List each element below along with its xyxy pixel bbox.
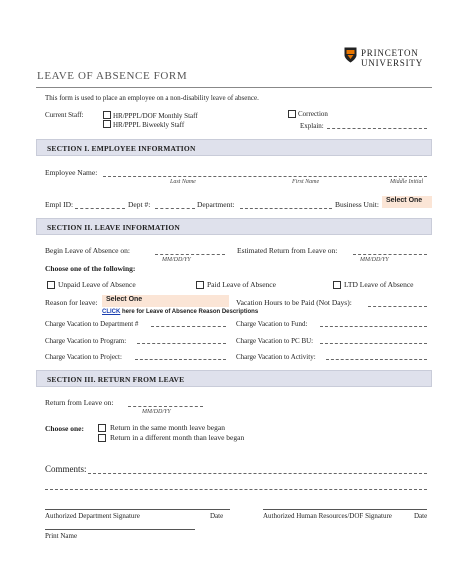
biweekly-staff-label: HR/PPPL Biweekly Staff — [113, 121, 185, 129]
empl-id-field[interactable] — [75, 208, 125, 209]
return-from-leave-label: Return from Leave on: — [45, 398, 114, 407]
different-month-checkbox[interactable] — [98, 434, 106, 442]
same-month-checkbox[interactable] — [98, 424, 106, 432]
middle-initial-caption: Middle Initial — [390, 179, 424, 185]
begin-leave-field[interactable] — [155, 254, 225, 255]
begin-leave-label: Begin Leave of Absence on: — [45, 246, 130, 255]
department-field[interactable] — [240, 208, 332, 209]
charge-fund-label: Charge Vacation to Fund: — [236, 320, 308, 328]
hr-signature-line[interactable] — [263, 509, 427, 510]
unpaid-leave-checkbox[interactable] — [47, 281, 55, 289]
title-rule — [36, 87, 432, 88]
empl-id-label: Empl ID: — [45, 200, 74, 209]
ltd-leave-label: LTD Leave of Absence — [344, 280, 414, 289]
princeton-shield-icon — [344, 47, 357, 63]
comments-field-2[interactable] — [45, 489, 427, 490]
charge-pc-bu-label: Charge Vacation to PC BU: — [236, 337, 314, 345]
current-staff-label: Current Staff: — [45, 111, 84, 119]
return-from-leave-field[interactable] — [128, 406, 203, 407]
ltd-leave-checkbox[interactable] — [333, 281, 341, 289]
monthly-staff-label: HR/PPPL/DOF Monthly Staff — [113, 112, 198, 120]
business-unit-select[interactable]: Select One — [382, 196, 432, 208]
begin-date-format: MM/DD/YY — [162, 257, 191, 263]
charge-dept-field[interactable] — [151, 326, 226, 327]
charge-activity-label: Charge Vacation to Activity: — [236, 353, 316, 361]
dept-signature-label: Authorized Department Signature — [45, 512, 140, 520]
org-name-line2: UNIVERSITY — [361, 58, 423, 68]
print-name-label: Print Name — [45, 532, 78, 540]
charge-dept-label: Charge Vacation to Department # — [45, 320, 139, 328]
date-label-1: Date — [210, 512, 224, 520]
comments-label: Comments: — [45, 464, 87, 474]
charge-project-field[interactable] — [135, 359, 226, 360]
employee-name-field[interactable] — [103, 176, 427, 177]
reason-label: Reason for leave: — [45, 298, 98, 307]
return-date-format-3: MM/DD/YY — [142, 409, 171, 415]
reason-descriptions-link[interactable] — [102, 309, 258, 315]
charge-program-label: Charge Vacation to Program: — [45, 337, 127, 345]
org-name-line1: PRINCETON — [361, 48, 419, 58]
same-month-label: Return in the same month leave began — [110, 423, 225, 432]
return-date-format: MM/DD/YY — [360, 257, 389, 263]
unpaid-leave-label: Unpaid Leave of Absence — [58, 280, 136, 289]
estimated-return-label: Estimated Return from Leave on: — [237, 246, 338, 255]
correction-label: Correction — [298, 110, 328, 118]
biweekly-staff-checkbox[interactable] — [103, 120, 111, 128]
paid-leave-label: Paid Leave of Absence — [207, 280, 276, 289]
click-link[interactable]: CLICK — [102, 309, 121, 315]
section-2-header: SECTION II. LEAVE INFORMATION — [36, 218, 432, 235]
choose-one-label: Choose one: — [45, 424, 84, 433]
paid-leave-checkbox[interactable] — [196, 281, 204, 289]
vacation-hours-field[interactable] — [368, 306, 427, 307]
date-label-2: Date — [414, 512, 428, 520]
charge-project-label: Charge Vacation to Project: — [45, 353, 122, 361]
last-name-caption: Last Name — [170, 179, 196, 185]
vacation-hours-label: Vacation Hours to be Paid (Not Days): — [236, 298, 352, 307]
hr-signature-label: Authorized Human Resources/DOF Signature — [263, 512, 392, 520]
charge-activity-field[interactable] — [326, 359, 427, 360]
department-label: Department: — [197, 200, 235, 209]
click-link-rest: here for Leave of Absence Reason Descriptions — [122, 309, 259, 315]
first-name-caption: First Name — [292, 179, 320, 185]
section-1-header: SECTION I. EMPLOYEE INFORMATION — [36, 139, 432, 156]
intro-text: This form is used to place an employee on a non-disability leave of absence. — [45, 94, 259, 102]
print-name-line[interactable] — [45, 529, 195, 530]
choose-following-label: Choose one of the following: — [45, 264, 136, 273]
business-unit-label: Business Unit: — [335, 200, 379, 209]
dept-signature-line[interactable] — [45, 509, 230, 510]
monthly-staff-checkbox[interactable] — [103, 111, 111, 119]
different-month-label: Return in a different month than leave began — [110, 433, 245, 442]
charge-pc-bu-field[interactable] — [320, 343, 427, 344]
charge-fund-field[interactable] — [320, 326, 427, 327]
dept-num-field[interactable] — [155, 208, 195, 209]
explain-label: Explain: — [300, 122, 324, 130]
section-3-header: SECTION III. RETURN FROM LEAVE — [36, 370, 432, 387]
correction-checkbox[interactable] — [288, 110, 296, 118]
form-title: LEAVE OF ABSENCE FORM — [37, 70, 188, 82]
charge-program-field[interactable] — [137, 343, 226, 344]
estimated-return-field[interactable] — [353, 254, 427, 255]
reason-select[interactable]: Select One — [102, 295, 229, 307]
comments-field-1[interactable] — [88, 473, 427, 474]
dept-num-label: Dept #: — [128, 200, 151, 209]
explain-field[interactable] — [327, 128, 427, 129]
employee-name-label: Employee Name: — [45, 168, 98, 177]
